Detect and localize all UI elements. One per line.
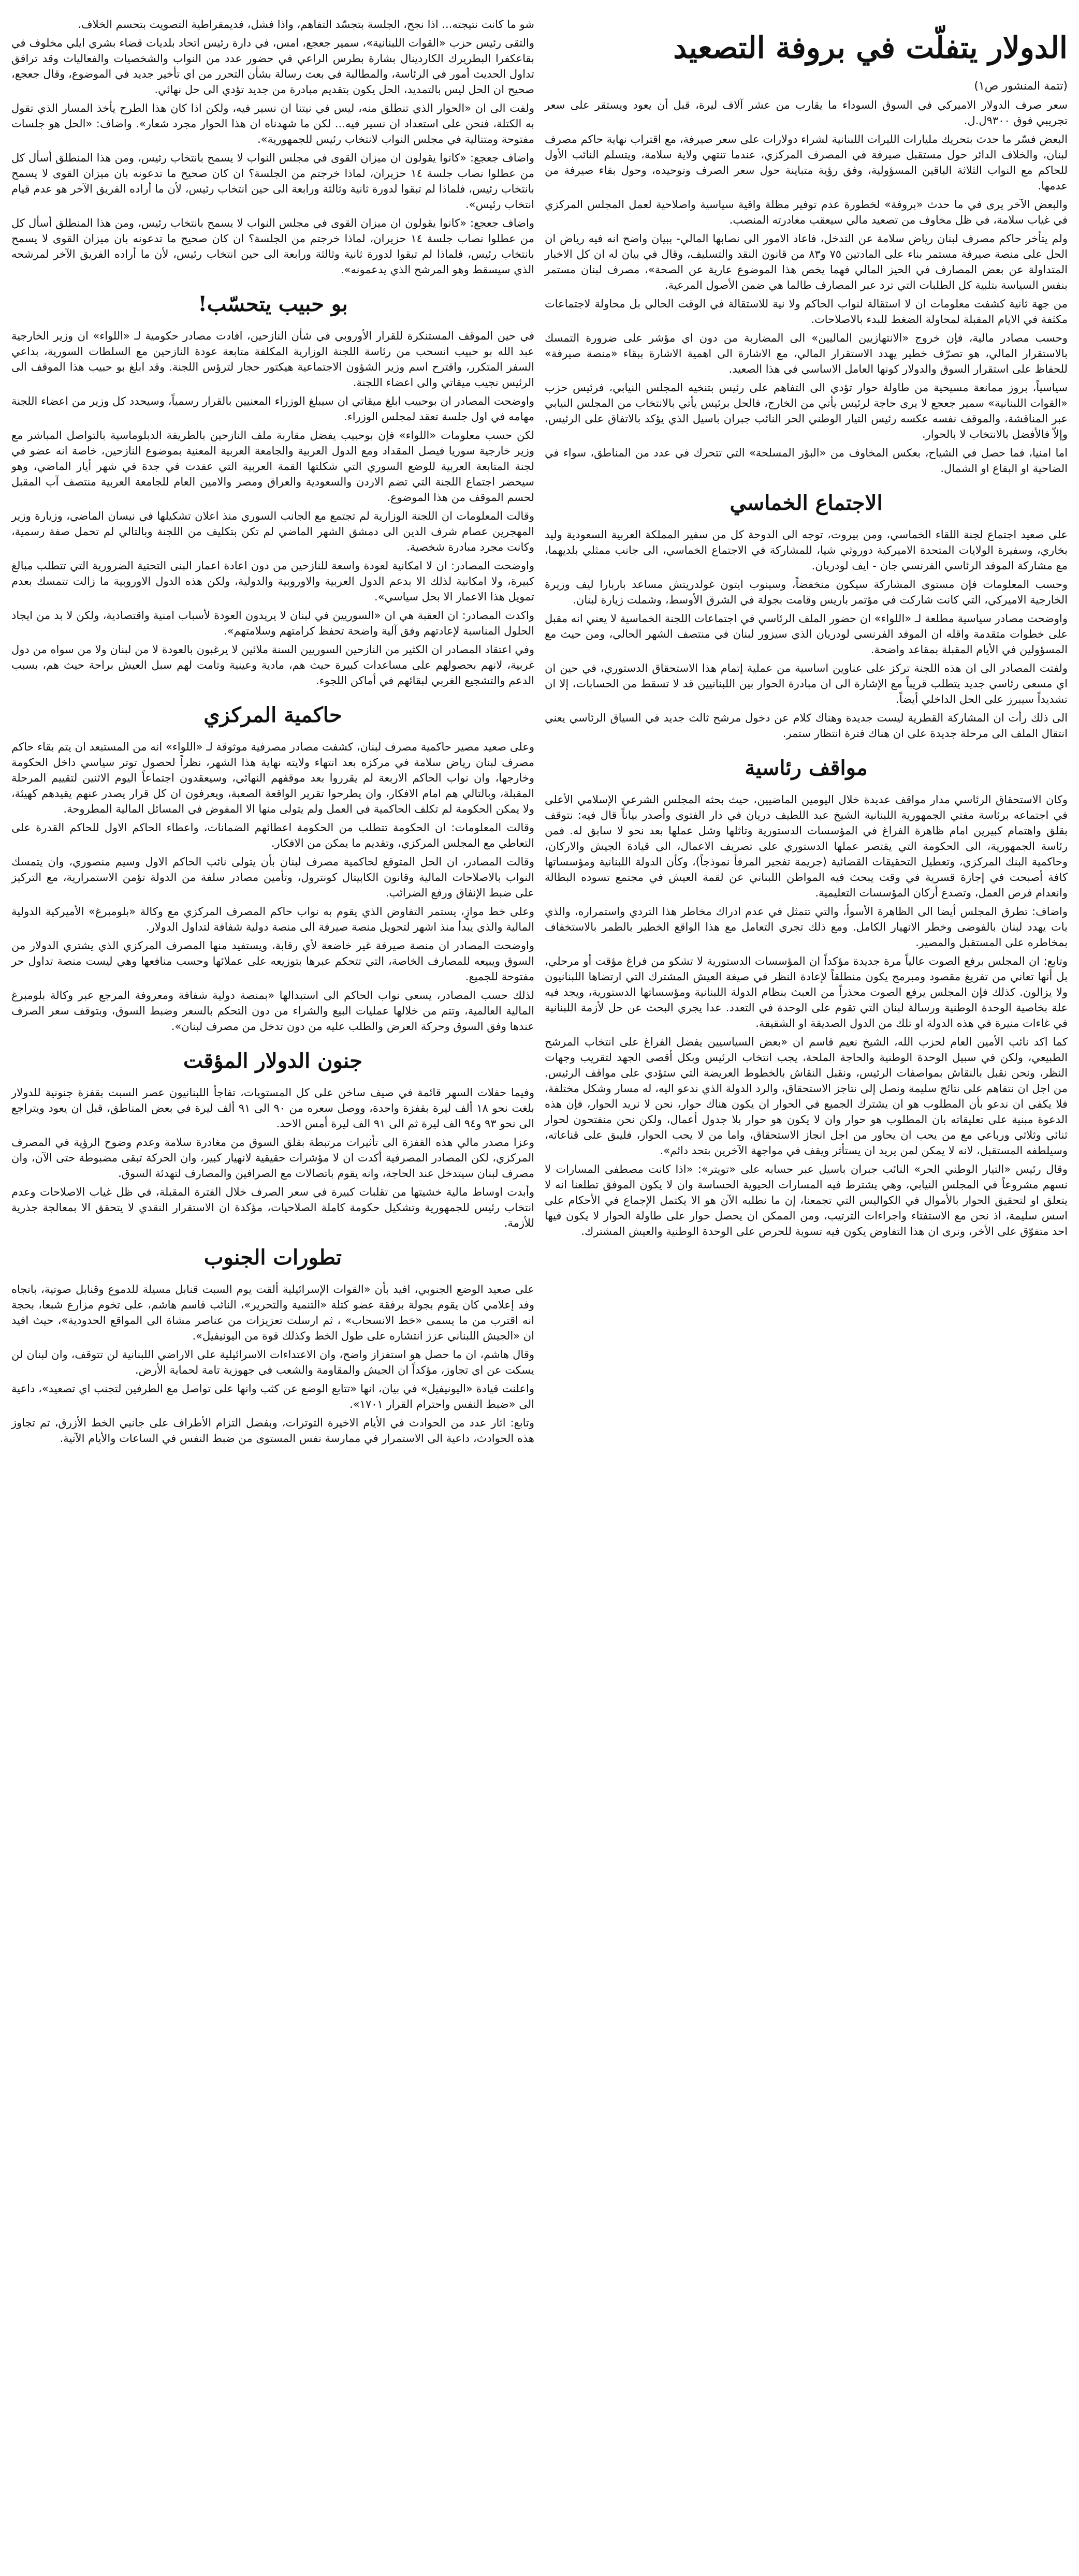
left-column	[11, 17, 534, 1449]
section-body	[545, 792, 1068, 1239]
paragraph: واضاف جعجع: «كانوا يقولون ان ميزان القوى في مجلس النواب لا يسمح بانتخاب رئيس، ومن هذا المنطلق أسأل كل من عطلوا نصاب جلسة ١٤ حزيران، لماذا خرجتم من الجلسة؟ ان كان صحيح ما تدعونه بان ميزان القوى لا يسمح بانتخاب رئيس، فلماذا لم تبقوا لدورة ثانية وثالثة ورابعة الى حين انتخاب رئيس، لأن ما أراده الفريق الآخر لمرشحه الذي سيسقط وهو المرشح الذي يدعمونه».	[11, 217, 534, 276]
paragraph: واعلنت قيادة «اليونيفيل» في بيان، انها «تتابع الوضع عن كثب وانها على تواصل مع الطرفين لتجنب اي تصعيد»، داعية الى «ضبط النفس واحترام القرار ١٧٠١».	[11, 1382, 534, 1410]
paragraph: من جهة ثانية كشفت معلومات ان لا استقالة لنواب الحاكم ولا نية للاستقالة في الوقت الحالي بل محاولة لاجتماعات مكثفة في الايام المقبلة لمحاولة الضغط للبدء بالاصلاحات.	[545, 298, 1068, 326]
section-heading: تطورات الجنوب	[203, 1245, 342, 1270]
paragraph: لذلك حسب المصادر، يسعى نواب الحاكم الى استبدالها «بمنصة دولية شفافة ومعروفة المرجع عبر وكالة بلومبرغ المالية العالمية، وتتم من خلالها عمليات البيع والشراء من دون التحكم بالسعر وضبط السوق، وبتوقف سعر الصرف عندها وفق السوق وحركة العرض والطلب عليه من دون تدخل من مصرف لبنان».	[11, 989, 534, 1033]
paragraph: وقال رئيس «التيار الوطني الحر» النائب جبران باسيل عبر حسابه على «تويتر»: «اذا كانت مصطفى المسارات لا نسهم مشروعاً في المجلس النيابي، وهي يشترط فيه المسارات الحيوية الحساسة وان لا يكون الموفق تطلعنا انه لا يتعلق او لتحقيق الحوار بالأموال في الكواليس التي تجمعنا، إن ما نطلبه الآن هو الا يكتمل الإجماع في الأحكام على اسس سليمة، اذ نحن مع الاستفتاء واجراءات الترتيب، ومن الممكن ان يحصل حوار على طاولة الحوار لا يكون فيها احد متفوّق على الأخر، ونرى ان هذا التفاوض يكون فيه تسوية للحرص على الوحدة الوطنية والعيش المشترك.	[545, 1163, 1068, 1238]
paragraph: واوضحت مصادر سياسية مطلعة لـ «اللواء» ان حضور الملف الرئاسي في اجتماعات اللجنة الخماسية لا يعني انه مقبل على خطوات متقدمة واقله ان الموفد الفرنسي لودريان الذي سيزور لبنان في منتصف الشهر الحالي، ومن حيث مع المسؤولين في الأيام المقبلة بمقاعد واضحة.	[545, 612, 1068, 656]
section-body	[545, 527, 1068, 741]
paragraph: وفي اعتقاد المصادر ان الكثير من النازحين السوريين السنة ملائين لا يرغبون بالعودة لا من لبنان ولا من سواه من دول غربية، لانهم بحصولهم على مساعدات كبيرة حيث هم، مادية وعينية وتامت لهم سبل العيش براحة حيث هم، بسبب الدعم والتشجيع الغربي لبقائهم في أماكن اللجوء.	[11, 643, 534, 687]
section-body	[11, 328, 534, 688]
paragraph: واوضحت المصادر: ان لا امكانية لعودة واسعة للنازحين من دون اعادة اعمار البنى التحتية الضرورية التي تتطلب مبالغ كبيرة، ولا امكانية لذلك الا بدعم الدول العربية والاوروبية والدولية، ولكن هذه الدول الاوروبية ما زالت تتمسك بعدم تمويل هذا الاعمار الا بحل سياسي».	[11, 560, 534, 603]
section-heading: مواقف رئاسية	[745, 756, 868, 780]
section-body	[11, 739, 534, 1034]
section-heading: حاكمية المركزي	[203, 703, 342, 727]
paragraph: البعض فسّر ما حدث بتحريك مليارات الليرات اللبنانية لشراء دولارات على سعر صيرفة، مع اقتراب نهاية حاكم مصرف لبنان، والخلاف الدائر حول مستقبل صيرفة في المصرف المركزي، عندما تنتهي ولاية سلامة، ويتسلم النائب الأول للحاكم مع النواب الثلاثة الباقين المسؤولية، وفق رؤية متباينة حول سعر الصرف وتوحيده، وحول بقاء صيرفة من عدمها.	[545, 133, 1068, 192]
paragraph: الى ذلك رأت ان المشاركة القطرية ليست جديدة وهناك كلام عن دخول مرشح ثالث جديد في السياق الرئاسي يعني انتقال الملف الى مرحلة جديدة على ان هناك فترة انتظار ستمر.	[545, 712, 1068, 740]
paragraph: لكن حسب معلومات «اللواء» فإن بوحبيب يفضل مقاربة ملف النازحين بالطريقة الدبلوماسية بالتواصل المباشر مع وزير خارجية سوريا فيصل المقداد ومع الدول العربية والجامعة العربية المعنية بموضوع النازحين، خاصة انه عضو في لجنة المتابعة العربية للوضع السوري التي شكلتها القمة العربية التي عقدت في جدة في شهر أيار الماضي، وهو سيحضر اجتماع اللجنة التي تضم الاردن والسعودية والعراق ومصر والامين العام للجامعة العربية منتصف آب المقبل لحسم الموقف من هذا الموضوع.	[11, 429, 534, 504]
paragraph: ولم يتأخر حاكم مصرف لبنان رياض سلامة عن التدخل، فاعاد الامور الى نصابها المالي- ببيان واضح انه فيه رياض ان الحل على منصة صيرفة مستمر بناء على المادتين ٧٥ و٨٣ من قانون النقد والتسليف، وقال في بيان له ان كل الاخبار المتداولة عن بعض المصارف في الحيز المالي فهما يخص هذا الموضوع عارية عن الصحة»، مصرف لبنان مستمر بنفس السياسة بتلبية كل الطلبات التي ترد عبر المصارف طالما هي ضمن الأصول المرعية.	[545, 232, 1068, 291]
paragraph: على صعيد الوضع الجنوبي، افيد بأن «القوات الإسرائيلية ألقت يوم السبت قنابل مسيلة للدموع وقنابل صوتية، باتجاه وفد إعلامي كان يقوم بجولة برفقة عضو كتلة «التنمية والتحرير»، النائب قاسم هاشم، على تخوم مزارع شبعا، بحجة انه اقترب من ما يسمى «خط الانسحاب» ، ثم ارسلت تعزيزات من عناصر مشاة الى المواقع الحدودية»، حيث افيد ان «الجيش اللبناني عزز انتشاره على طول الخط وكذلك قوة من اليونيفيل».	[11, 1283, 534, 1342]
paragraph: وعلى صعيد مصير حاكمية مصرف لبنان، كشفت مصادر مصرفية موثوقة لـ «اللواء» انه من المستبعد ان يتم بقاء حاكم مصرف لبنان رياض سلامة في مركزه بعد انتهاء ولايته نهاية هذا الشهر، نظراً لحصول توتر سياسي داخل الحكومة وخارجها، وان نواب الحاكم الاربعة لم يقرروا بعد موقفهم النهائي، وسيعقدون اجتماعاً اليوم الاثنين لتقييم المرحلة المقبلة، وبالتالي هم امام الافكار، وان يطرحوا تقرير الواقعة الصعبة، ويعرفون ان كل قرار يصدر عنهم يقيدهم كهيئة، ولا يمكن الحكومة لم تكلف الحاكمية في العمل ولم يتولى منها الا المفوض في المسائل المالية المطروحة.	[11, 741, 534, 815]
paragraph: اما امنيا، فما حصل في الشياح، بعكس المخاوف من «البؤر المسلحة» التي تتحرك في عدد من المناطق، سواء في الضاحية او البقاع او الشمال.	[545, 447, 1068, 475]
paragraph: والتقى رئيس حزب «القوات اللبنانية»، سمير جعجع، امس، في دارة رئيس اتحاد بلديات قضاء بشري ايلي مخلوف في بقاعكفرا البطريرك الكاردينال بشارة بطرس الراعي في حضور عدد من النواب والشخصيات والفعاليات وقد ترافق تداول الحديث أمور في الرئاسة، والمطالبة في بعث رسالة بشأن التحرر من اي تأخير جديد في الموضوع، وقال جعجع، صحيح ان الحل ليس بالتمديد، الحل يكون بتقديم مبادرة من جديد تؤدي الى حل نهائي.	[11, 37, 534, 96]
paragraph: وتابع: ان المجلس برفع الصوت عالياً مرة جديدة مؤكداً ان المؤسسات الدستورية لا تشكو من فراغ مؤقت أو مرحلي، بل أنها تعاني من تفريغ مقصود ومبرمج يكون منطلقاً لإعادة النظر في صيغة العيش المشترك التي ارتضاها اللبنانيون ولا يزالون. كذلك فإن المجلس يرفع الصوت محذراً من العبث بنظام الدولة اللبنانية ومؤسساتها الدستورية، ويجد فيه علة بخاصية الوحدة الوطنية ورسالة لبنان التي تقوم على الوحدة في التعدد. عدا يجري البحث عن حل لأزمة اللبنانية في غاءات منيرة في هذه الدولة او تلك من الدول الصديقة او الشقيقة.	[545, 955, 1068, 1029]
paragraph: في حين الموقف المستنكرة للقرار الأوروبي في شأن النازحين، افادت مصادر حكومية لـ «اللواء» ان وزير الخارجية عبد الله بو حبيب انسحب من رئاسة اللجنة الوزارية المكلفة متابعة عودة النازحين مع السلطات السورية، بداعي السفر المتكرر، واقترح اسم وزير الشؤون الاجتماعية هيكتور حجار لترؤس اللجنة. وقد ابلغ بو حبيب هذا الموقف الى الرئيس نجيب ميقاتي والى اعضاء اللجنة.	[11, 330, 534, 389]
section-heading: جنون الدولار المؤقت	[183, 1049, 362, 1073]
paragraph: على صعيد اجتماع لجنة اللقاء الخماسي، ومن بيروت، توجه الى الدوحة كل من سفير المملكة العربية السعودية وليد بخاري، وسفيرة الولايات المتحدة الاميركية دوروثي شيا، للمشاركة في الاجتماع الخماسي، الى جانب ممثلي بلديهما، مع مشاركة الموفد الرئاسي الفرنسي جان - ايف لودريان.	[545, 528, 1068, 572]
paragraph: ولفتت المصادر الى ان هذه اللجنة تركز على عناوين اساسية من عملية إتمام هذا الاستحقاق الدستوري، في حين ان اي مسعى رئاسي جديد يتطلب قريباً مع الإشارة الى ان مبادرة الحوار بين اللبنانيين قد لا تسقط من الحسابات، إلا ان تشديداً سيبرز على الحل الداخلي أيضاً.	[545, 662, 1068, 705]
paragraph: شو ما كانت نتيجته... اذا نجح، الجلسة بتجسّد التفاهم، واذا فشل، فديمقراطية التصويت بتحسم الخلاف.	[78, 18, 534, 31]
paragraph: وتابع: اثار عدد من الحوادث في الأيام الاخيرة التوترات، وبفضل التزام الأطراف على جانبي الخط الأزرق، تم تجاوز هذه الحوادث، داعية الى الاستمرار في ممارسة نفس المستوى من ضبط النفس في الساعات والأيام الآتية.	[11, 1417, 534, 1445]
paragraph: وأبدت اوساط مالية خشيتها من تقلبات كبيرة في سعر الصرف خلال الفترة المقبلة، في ظل غياب الاصلاحات وعدم انتخاب رئيس للجمهورية وتشكيل حكومة كاملة الصلاحيات، مؤكدة ان الاستقرار النقدي لا يتحقق الا بمعالجة جذرية للأزمة.	[11, 1186, 534, 1229]
paragraph: وفيما حفلات السهر قائمة في صيف ساخن على كل المستويات، تفاجأ اللبنانيون عصر السبت بقفزة جنونية للدولار بلغت نحو ١٨ ألف ليرة بقفزة واحدة، ووصل سعره من ٩٠ الى ٩١ ألف ليرة في بعض المناطق، قبل ان يعود ويتراجع الى نحو ٩٣ و٩٤ الف ليرة ثم الى ٩١ الف ليرة أمس الاحد.	[11, 1086, 534, 1130]
paragraph: وحسب المعلومات فإن مستوى المشاركة سيكون منخفضاً، وسينوب ايتون غولدريتش مساعد باربارا ليف وزيرة الخارجية الاميركي، التي كانت شاركت في مؤتمر باريس وقامت بجولة في الشرق الأوسط، وشملت زيارة لبنان.	[545, 578, 1068, 606]
section-body	[11, 1085, 534, 1231]
paragraph: واكدت المصادر: ان العقبة هي ان «السوريين في لبنان لا يريدون العودة لأسباب امنية واقتصادية، ولكن لا بد من ايجاد الحلول المناسبة لإعادتهم وفق آلية واضحة تحفظ كرامتهم وسلامتهم».	[11, 609, 534, 637]
paragraph: واضاف جعجع: «كانوا يقولون ان ميزان القوى في مجلس النواب لا يسمح بانتخاب رئيس، ومن هذا المنطلق أسأل كل من عطلوا نصاب جلسة ١٤ حزيران، لماذا خرجتم من الجلسة؟ ان كان صحيح ما تدعونه بان ميزان القوى لا يسمح بانتخاب رئيس، فلماذا لم تبقوا لدورة ثانية وثالثة ورابعة الى حين انتخاب رئيس، لأن ما أراده الفريق الآخر هو عدم قيام انتخاب رئيس».	[11, 152, 534, 211]
paragraph: وقالت المعلومات: ان الحكومة تتطلب من الحكومة اعطائهم الضمانات، واعطاء الحاكم الاول للحاكم القدرة على التعاطي مع المجلس المركزي، وتقديم ما يمكن من الافكار.	[11, 821, 534, 849]
paragraph: وعزا مصدر مالي هذه القفزة الى تأثيرات مرتبطة بقلق السوق من مغادرة سلامة وعدم وضوح الرؤية في المصرف المركزي، لكن المصادر المصرفية أكدت ان لا مؤشرات حقيقية لانهيار كبير، وان الحركة تبقى مضبوطة حتى الآن، وان مصرف لبنان سيتدخل عند الحاجة، وانه يقوم باتصالات مع الصرافين والمصارف لتهدئة السوق.	[11, 1136, 534, 1180]
paragraph: سياسياً، بروز ممانعة مسيحية من طاولة حوار تؤدي الى التفاهم على رئيس بتنخيه المجلس النيابي، فرئيس حزب «القوات اللبنانية» سمير جعجع لا يرى حاجة لرئيس يأتي من الخارج، فالحل برئيس يأتي بالانتخاب من المجلس النيابي عبر المناقشة، والموقف نفسه عكسه رئيس التيار الوطني الحر النائب جبران باسيل الذي يؤكد بالاتفاق على الرئيس، وإلاّ فالأفضل بالانتخاب لا بالحوار.	[545, 381, 1068, 440]
right-column	[545, 16, 1068, 1242]
paragraph: ولفت الى ان «الحوار الذي تنطلق منه، ليس في نيتنا ان نسير فيه، ولكن اذا كان هذا الطرح يأخذ المسار الذي تقول به الكتلة، فنحن على استعداد ان نسير فيه... لكن ما شهدناه ان هذا الحوار مجرد شعار». واضاف: «الحل هو جلسات مفتوحة ومتتالية في مجلس النواب لانتخاب رئيس للجمهورية».	[11, 102, 534, 145]
paragraph: والبعض الآخر يرى في ما حدث «بروفة» لخطورة عدم توفير مظلة واقية سياسية واصلاحية لعمل المجلس المركزي في غياب سلامة، في ظل مخاوف من تصعيد مالي سيعقب مغادرته المنصب.	[545, 198, 1068, 226]
paragraph: واوضحت المصادر ان بوحبيب ابلغ ميقاتي ان سيبلغ الوزراء المعنيين بالقرار رسمياً، وسيحدد كل وزير من اعضاء اللجنة مهامه في اول جلسة تعقد لمجلس الوزراء.	[11, 395, 534, 423]
article-title: الدولار يتفلّت في بروفة التصعيد	[673, 30, 1068, 65]
paragraph: واوضحت المصادر ان منصة صيرفة غير خاضعة لأي رقابة، ويستفيد منها المصرف المركزي الذي يشتري الدولار من السوق ويبيعه للمصارف الخاصة، التي تتحكم عبرها بتوزيعه على عملائها وحسب منافعها وهي ليست منصة تداول حر مفتوحة للجميع.	[11, 939, 534, 983]
paragraph: واضاف: تطرق المجلس أيضا الى الظاهرة الأسوأ، والتي تتمثل في عدم ادراك مخاطر هذا التردي واستمراره، والذي بات يهدد لبنان بالفوضى وخطر الانهيار الكامل. ومع ذلك تجري التعامل مع هذا الواقع الخطير بالطمر بالاستخفاف بمخاطره على المستقبل والمصير.	[545, 905, 1068, 949]
intro-paragraphs	[11, 17, 534, 277]
section-body	[11, 1282, 534, 1446]
paragraph: وكان الاستحقاق الرئاسي مدار مواقف عديدة خلال اليومين الماضيين، حيث بحثه المجلس الشرعي الإسلامي الأعلى في اجتماعه برئاسة مفتي الجمهورية اللبنانية الشيخ عبد اللطيف دريان في دار الفتوى وأصدر بياناً قال فيه: نتوقف بقلق واهتمام كبيرين امام ظاهرة الفراغ في المؤسسات الدستورية وتاثلها وشل عملها بعد نحو لا سابق له. فمن رئاسة الجمهورية، الى الحكومة التي يقتصر عملها الدستوري على تصريف الاعمال، الى قيادة الجيش والاركان، وحاكمية البنك المركزي، وتعطيل التحقيقات القضائية (جريمة تفجير المرفأ نموذجاً)، وكأن الدولة اللبنانية ومؤسساتها كافة أصبحت في إجازة قسرية في وقت يبحث فيه المواطن اللبناني عن لقمة العيش في مجتمع تسوده البطالة وانعدام فرص العمل، وتصدع أركان المؤسسات التعليمية.	[545, 793, 1068, 899]
paragraph: وقالت المعلومات ان اللجنة الوزارية لم تجتمع مع الجانب السوري منذ اعلان تشكيلها في نيسان الماضي، وزيارة وزير المهجرين عصام شرف الدين الى دمشق الشهر الماضي لم تكن بتكليف من اللجنة وبالتالي لم تحمل صفة رسمية، وكانت مجرد مبادرة شخصية.	[11, 510, 534, 553]
continuation-note: (تتمة المنشور ص١)	[974, 80, 1068, 93]
paragraph: وحسب مصادر مالية، فإن خروج «الانتهازيين الماليين» الى المضاربة من دون اي مؤشر على ضرورة التمسك بالاستقرار المالي، هو تصرّف خطير يهدد الاستقرار المالي، مع الاشارة الى اهمية الاشارة ببقاء «منصة صيرفة» للحفاظ على استقرار السوق والدولار كونها العامل الاساسي في هذا الصعيد.	[545, 332, 1068, 375]
paragraph: كما اكد نائب الأمين العام لحزب الله، الشيخ نعيم قاسم ان «بعض السياسيين يفضل الفراغ على انتخاب المرشح الطبيعي، ولكن في سبيل الوحدة الوطنية والحاجة الملحة، يجب انتخاب الرئيس وبكل أقصى الجهد لتقريب وجهات النظر، ونحن نقبل بالنقاش بمواصفات الرئيس، ونقبل النقاش بالخطوط العريضة التي ستؤدي على مواقف الرئيس. من اجل ان نتفاهم على نتائج سليمة ونصل إلى نتاجز الاستحقاق، والرد الدولة الذي ندعو اليه، له مسار وشكل مختلفة، فلا يكفي ان ندعو بأن المطلوب هو ان يشترك الجميع في الحوار ان يكون هناك حوار، نحن لا نريد الحوار، فإن هذه الدعوة مبنية على تعليقاته بان المطلوب هو حوار وان لا يكون هو حوار بلا جدول أعمال، ولكن نحن منفتحون لحوار ثنائي وثلاثي ورباعي مع من يحب ان يحاور من اجل انجاز الاستحقاق، واما من لا يحب الحوار، فليبق على قناعاته، وسيلطفه المستقبل، لانه لا يمكن لمن يريد ان يستأثر ويقف في مواجهة الآخرين بتحد دائم».	[545, 1036, 1068, 1157]
paragraph: وعلى خط موازٍ، يستمر التفاوض الذي يقوم به نواب حاكم المصرف المركزي مع وكالة «بلومبرغ» الأميركية الدولية المالية والذي يبدأ منذ اشهر لتحويل منصة صيرفة الى منصة دولية شفافة لتداول الدولار.	[11, 905, 534, 933]
paragraph: وقالت المصادر، ان الحل المتوقع لحاكمية مصرف لبنان بأن يتولى نائب الحاكم الاول وسيم منصوري، وان يتمسك النواب بالاصلاحات المالية وقانون الكابيتال كونترول، وتأمين مصادر سلفة من الدولة تؤمن الاستمرارية، مع التركيز على ضبط الإنفاق ورفع الضرائب.	[11, 856, 534, 899]
section-heading: الاجتماع الخماسي	[730, 491, 883, 515]
paragraph: سعر صرف الدولار الاميركي في السوق السوداء ما يقارب من عشر آلاف ليرة، قبل أن يعود ويستقر على سعر تجريبي فوق ٩٣٠٠ل.ل.	[545, 99, 1068, 127]
intro-paragraphs	[545, 97, 1068, 476]
paragraph: وقال هاشم، ان ما حصل هو استفزاز واضح، وان الاعتداءات الاسرائيلية على الاراضي اللبنانية لن تتوقف، وان لبنان لن يسكت عن اي تجاوز، مؤكداً ان الجيش والمقاومة والشعب في جهوزية تامة لحماية الأرض.	[11, 1348, 534, 1376]
section-heading: بو حبيب يتحسّب!	[198, 292, 348, 316]
